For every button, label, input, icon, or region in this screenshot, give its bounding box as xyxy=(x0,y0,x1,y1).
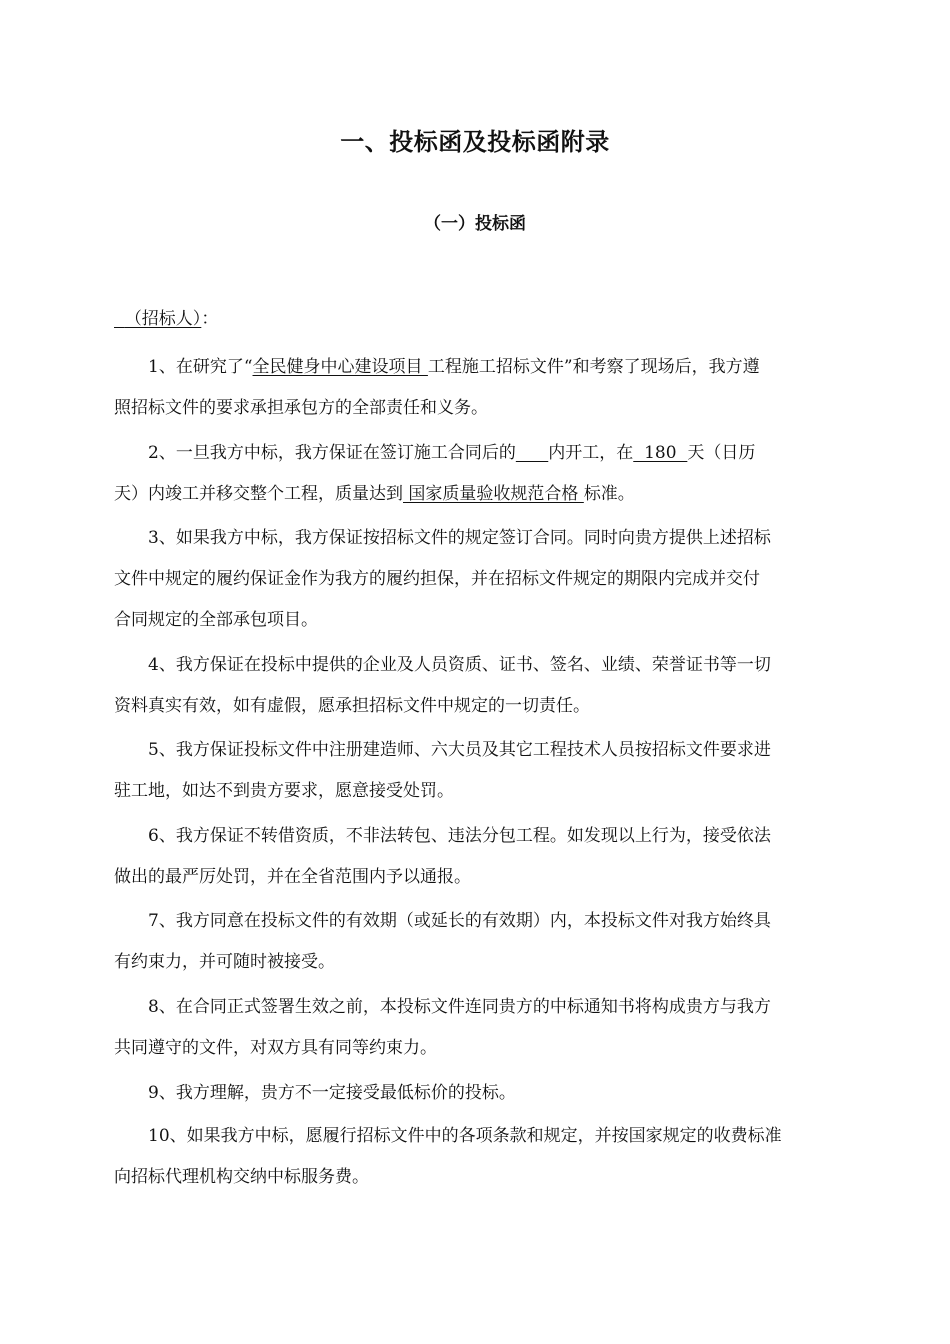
clause-6: 6、我方保证不转借资质，不非法转包、违法分包工程。如发现以上行为，接受依法 做出的最严厉处罚，并在全省范围内予以通报。 xyxy=(114,826,771,887)
start-period-blank xyxy=(516,443,548,463)
addressee-blank xyxy=(114,309,201,329)
clause-7: 7、我方同意在投标文件的有效期（或延长的有效期）内，本投标文件对我方始终具 有约束力，并可随时被接受。 xyxy=(114,911,771,972)
clause-10: 10、如果我方中标，愿履行招标文件中的各项条款和规定，并按国家规定的收费标准 向招标代理机构交纳中标服务费。 xyxy=(114,1126,782,1187)
clause-3: 3、如果我方中标，我方保证按招标文件的规定签订合同。同时向贵方提供上述招标 文件中规定的履约保证金作为我方的履约担保，并在招标文件规定的期限内完成并交付 合同规定的全部承包项目。 xyxy=(114,528,771,630)
duration-days-field: 180 xyxy=(633,443,688,463)
section-subtitle: （一）投标函 xyxy=(424,214,526,234)
clause-1: 1、在研究了“全民健身中心建设项目 工程施工招标文件”和考察了现场后，我方遵 照招标文件的要求承担承包方的全部责任和义务。 xyxy=(114,357,760,418)
quality-standard-field: 国家质量验收规范合格 xyxy=(403,484,584,504)
page-title: 一、投标函及投标函附录 xyxy=(340,127,610,156)
project-name-field: 全民健身中心建设项目 xyxy=(252,357,428,377)
clause-5: 5、我方保证投标文件中注册建造师、六大员及其它工程技术人员按招标文件要求进 驻工地，如达不到贵方要求，愿意接受处罚。 xyxy=(114,740,771,801)
clause-2: 2、一旦我方中标，我方保证在签订施工合同后的 内开工，在 180 天（日历 天）内竣工并移交整个工程，质量达到 国家质量验收规范合格 标准。 xyxy=(114,443,756,504)
addressee-colon: ： xyxy=(201,309,219,329)
addressee-line xyxy=(114,304,218,329)
clause-8: 8、在合同正式签署生效之前，本投标文件连同贵方的中标通知书将构成贵方与我方 共同遵守的文件，对双方具有同等约束力。 xyxy=(114,997,771,1058)
clause-9: 9、我方理解，贵方不一定接受最低标价的投标。 xyxy=(148,1083,516,1103)
addressee-label: （招标人） xyxy=(124,309,202,329)
clause-4: 4、我方保证在投标中提供的企业及人员资质、证书、签名、业绩、荣誉证书等一切 资料真实有效，如有虚假，愿承担招标文件中规定的一切责任。 xyxy=(114,655,771,716)
